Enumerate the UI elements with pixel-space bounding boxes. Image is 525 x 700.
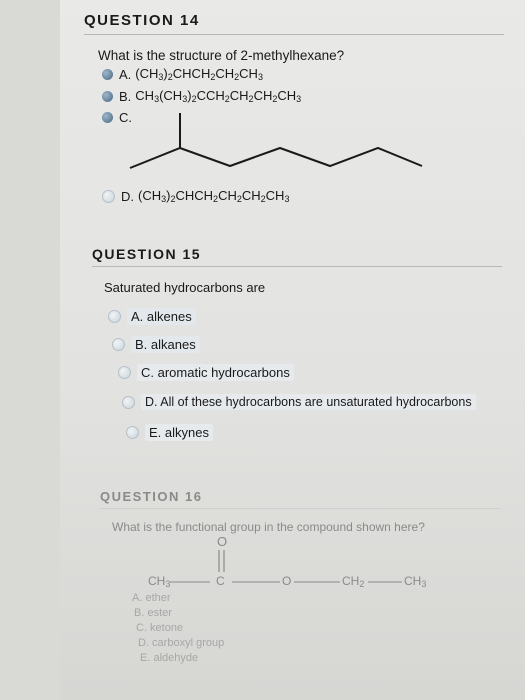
structure-atom-c: C bbox=[216, 574, 225, 588]
quiz-page bbox=[60, 0, 525, 700]
question-15-text: Saturated hydrocarbons are bbox=[104, 280, 266, 295]
question-16-text: What is the functional group in the compound shown here? bbox=[112, 520, 425, 534]
q14-option-d-formula: $(CH_3)_2CHCH_2CH_2CH_2CH_3$ bbox=[138, 188, 290, 204]
q15-option-c-label: C. aromatic hydrocarbons bbox=[137, 364, 294, 381]
question-16-header: QUESTION 16 bbox=[100, 489, 203, 504]
structure-atom-ch3-left: $CH_3$ bbox=[148, 574, 171, 589]
question-14-divider bbox=[84, 34, 504, 35]
q15-option-d-label: D. All of these hydrocarbons are unsaturated hydrocarbons bbox=[141, 394, 476, 410]
radio-button-icon[interactable] bbox=[118, 366, 131, 379]
radio-button-icon[interactable] bbox=[112, 338, 125, 351]
question-16-divider bbox=[100, 508, 500, 509]
q15-option-e-label: E. alkynes bbox=[145, 424, 213, 441]
q16-option-e[interactable] bbox=[140, 652, 198, 664]
question-15-divider bbox=[92, 266, 502, 267]
structure-atom-o: O bbox=[282, 574, 292, 588]
question-14-text: What is the structure of 2-methylhexane? bbox=[98, 48, 345, 63]
q16-option-d[interactable] bbox=[138, 637, 224, 649]
q15-option-a[interactable] bbox=[108, 308, 196, 325]
structure-atom-ch2: $CH_2$ bbox=[342, 574, 365, 589]
q14-option-a[interactable] bbox=[102, 66, 263, 82]
q15-option-a-label: A. alkenes bbox=[127, 308, 196, 325]
q14-option-b-formula: $CH_3(CH_3)_2CCH_2CH_2CH_2CH_3$ bbox=[135, 88, 302, 104]
question-14-header: QUESTION 14 bbox=[84, 12, 200, 29]
q16-option-c-label: C. ketone bbox=[136, 622, 184, 634]
q15-option-b-label: B. alkanes bbox=[131, 336, 200, 353]
q15-option-d[interactable] bbox=[122, 394, 476, 410]
structure-atom-ch3-right: $CH_3$ bbox=[404, 574, 427, 589]
question-15-header: QUESTION 15 bbox=[92, 246, 202, 262]
q16-option-b-label: B. ester bbox=[134, 607, 172, 619]
q15-option-e[interactable] bbox=[126, 424, 213, 441]
q14-option-d-letter: D. bbox=[121, 188, 134, 204]
radio-button-icon[interactable] bbox=[108, 310, 121, 323]
radio-button-icon[interactable] bbox=[102, 69, 113, 80]
structure-atom-o-double: O bbox=[217, 534, 228, 549]
radio-button-icon[interactable] bbox=[102, 91, 113, 102]
ester-structure bbox=[140, 534, 440, 590]
q14-option-b[interactable] bbox=[102, 88, 301, 104]
q14-option-b-letter: B. bbox=[119, 88, 132, 104]
q16-option-a-label: A. ether bbox=[132, 592, 171, 604]
q14-option-a-formula: $(CH_3)_2CHCH_2CH_2CH_3$ bbox=[135, 66, 263, 82]
q14-option-c-letter: C. bbox=[119, 110, 132, 125]
q16-option-d-label: D. carboxyl group bbox=[138, 637, 225, 649]
q15-option-c[interactable] bbox=[118, 364, 294, 381]
skeletal-structure-2-methylhexane bbox=[120, 108, 450, 183]
q16-option-b[interactable] bbox=[134, 607, 172, 619]
radio-button-icon[interactable] bbox=[126, 426, 139, 439]
q16-option-c[interactable] bbox=[136, 622, 183, 634]
radio-button-icon[interactable] bbox=[122, 396, 135, 409]
radio-button-icon[interactable] bbox=[102, 112, 113, 123]
q15-option-b[interactable] bbox=[112, 336, 200, 353]
q14-option-a-letter: A. bbox=[119, 66, 132, 82]
q14-option-d[interactable] bbox=[102, 188, 289, 204]
radio-button-icon[interactable] bbox=[102, 190, 115, 203]
q16-option-e-label: E. aldehyde bbox=[140, 652, 199, 664]
q16-option-a[interactable] bbox=[132, 592, 171, 604]
